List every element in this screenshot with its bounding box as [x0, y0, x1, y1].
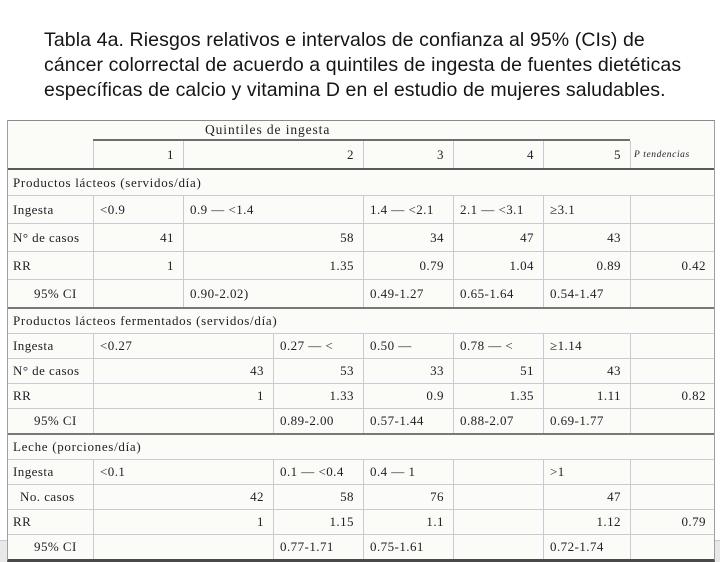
p-value-cell [630, 334, 714, 358]
title-line: cáncer colorrectal de acuerdo a quintiles de ingesta de fuentes dietéticas [44, 54, 682, 76]
title-line: específicas de calcio y vitamina D en el estudio de mujeres saludables. [44, 79, 666, 101]
value-cell: 1.1 [363, 510, 453, 534]
value-cell: 0.89-2.00 [273, 409, 363, 433]
p-value-cell [630, 535, 714, 559]
row-label: 95% CI [34, 285, 77, 301]
value-cell: 0.57-1.44 [363, 409, 453, 433]
value-cell: 0.69-1.77 [543, 409, 630, 433]
table-row [8, 223, 714, 251]
row-label: No. casos [20, 489, 75, 504]
value-cell: 1 [93, 252, 183, 279]
table-header [8, 121, 714, 170]
value-cell: 0.50 — [363, 334, 453, 358]
p-value-cell: 0.82 [630, 384, 714, 408]
value-cell: 0.54-1.47 [543, 280, 630, 307]
value-cell [93, 409, 273, 433]
table-row [8, 333, 714, 358]
value-cell [453, 485, 543, 509]
p-value-cell: 0.42 [630, 252, 714, 279]
row-label: Ingesta [13, 338, 54, 353]
row-label: Ingesta [13, 464, 54, 479]
value-cell: 1 [93, 384, 273, 408]
row-label: 95% CI [34, 413, 77, 428]
value-cell [453, 510, 543, 534]
section-title: Productos lácteos fermentados (servidos/día) [13, 313, 278, 328]
value-cell: 0.65-1.64 [453, 280, 543, 307]
value-cell: 0.79 [363, 252, 453, 279]
value-cell: 0.72-1.74 [543, 535, 630, 559]
value-cell: 1.12 [543, 510, 630, 534]
value-cell: 1 [93, 510, 273, 534]
value-cell: 0.27 — < [273, 334, 363, 358]
value-cell: 41 [93, 224, 183, 251]
value-cell: 58 [183, 224, 363, 251]
value-cell: 0.88-2.07 [453, 409, 543, 433]
value-cell: 47 [453, 224, 543, 251]
value-cell: 0.77-1.71 [273, 535, 363, 559]
p-value-cell [630, 485, 714, 509]
table-section [8, 307, 714, 433]
value-cell: ≥3.1 [543, 196, 630, 223]
table-row [8, 195, 714, 223]
value-cell: 42 [93, 485, 273, 509]
value-cell: <0.27 [93, 334, 273, 358]
header-label-cell [8, 141, 93, 168]
section-title: Leche (porciones/día) [13, 439, 142, 454]
value-cell: 0.90-2.02) [183, 280, 363, 307]
p-tendencias-label: P tendencias [630, 141, 714, 168]
value-cell: 2.1 — <3.1 [453, 196, 543, 223]
value-cell: 1.35 [183, 252, 363, 279]
value-cell: 0.78 — < [453, 334, 543, 358]
value-cell [93, 280, 183, 307]
value-cell: 58 [273, 485, 363, 509]
table-row [8, 383, 714, 408]
table-row [8, 279, 714, 307]
quintile-3-header: 3 [363, 141, 453, 168]
quintile-numbers-row [8, 141, 714, 168]
title-line: Tabla 4a. Riesgos relativos e intervalos de confianza al 95% (CIs) de [44, 29, 645, 51]
section-title: Productos lácteos (servidos/día) [13, 174, 202, 190]
value-cell: <0.1 [93, 460, 273, 484]
value-cell: 0.75-1.61 [363, 535, 453, 559]
quintiles-group-label: Quintiles de ingesta [93, 121, 630, 141]
row-label: RR [13, 388, 32, 403]
value-cell: 0.4 — 1 [363, 460, 453, 484]
value-cell: ≥1.14 [543, 334, 630, 358]
row-label: RR [13, 514, 32, 529]
table-row [8, 459, 714, 484]
value-cell: 53 [273, 359, 363, 383]
table-section [8, 170, 714, 307]
p-value-cell [630, 460, 714, 484]
table-row [8, 408, 714, 433]
row-label: N° de casos [13, 363, 80, 378]
value-cell: 0.89 [543, 252, 630, 279]
value-cell: 51 [453, 359, 543, 383]
table-row [8, 251, 714, 279]
header-p-spacer [630, 121, 714, 141]
row-label: 95% CI [34, 539, 77, 554]
data-table [7, 120, 715, 562]
value-cell: 0.1 — <0.4 [273, 460, 363, 484]
page-title [44, 28, 704, 103]
value-cell [93, 535, 273, 559]
value-cell: <0.9 [93, 196, 183, 223]
value-cell: 1.4 — <2.1 [363, 196, 453, 223]
group-header-row [8, 121, 714, 141]
value-cell: >1 [543, 460, 630, 484]
p-value-cell [630, 409, 714, 433]
value-cell: 0.9 — <1.4 [183, 196, 363, 223]
value-cell: 1.15 [273, 510, 363, 534]
table-row [8, 509, 714, 534]
value-cell: 0.49-1.27 [363, 280, 453, 307]
value-cell: 1.04 [453, 252, 543, 279]
p-value-cell [630, 280, 714, 307]
value-cell [453, 460, 543, 484]
value-cell: 47 [543, 485, 630, 509]
table-section [8, 433, 714, 559]
table-row [8, 358, 714, 383]
value-cell: 76 [363, 485, 453, 509]
row-label: Ingesta [13, 201, 54, 217]
value-cell: 33 [363, 359, 453, 383]
quintile-5-header: 5 [543, 141, 630, 168]
value-cell: 43 [543, 224, 630, 251]
value-cell: 34 [363, 224, 453, 251]
value-cell: 1.35 [453, 384, 543, 408]
row-label: RR [13, 257, 32, 273]
p-value-cell: 0.79 [630, 510, 714, 534]
value-cell: 43 [93, 359, 273, 383]
quintile-2-header: 2 [183, 141, 363, 168]
p-value-cell [630, 224, 714, 251]
p-value-cell [630, 196, 714, 223]
value-cell [453, 535, 543, 559]
p-value-cell [630, 359, 714, 383]
value-cell: 1.33 [273, 384, 363, 408]
value-cell: 0.9 [363, 384, 453, 408]
value-cell: 1.11 [543, 384, 630, 408]
quintile-4-header: 4 [453, 141, 543, 168]
header-corner-cell [8, 121, 93, 141]
value-cell: 43 [543, 359, 630, 383]
table-row [8, 534, 714, 559]
row-label: N° de casos [13, 229, 80, 245]
table-sections [8, 170, 714, 559]
table-row [8, 484, 714, 509]
quintile-1-header: 1 [93, 141, 183, 168]
